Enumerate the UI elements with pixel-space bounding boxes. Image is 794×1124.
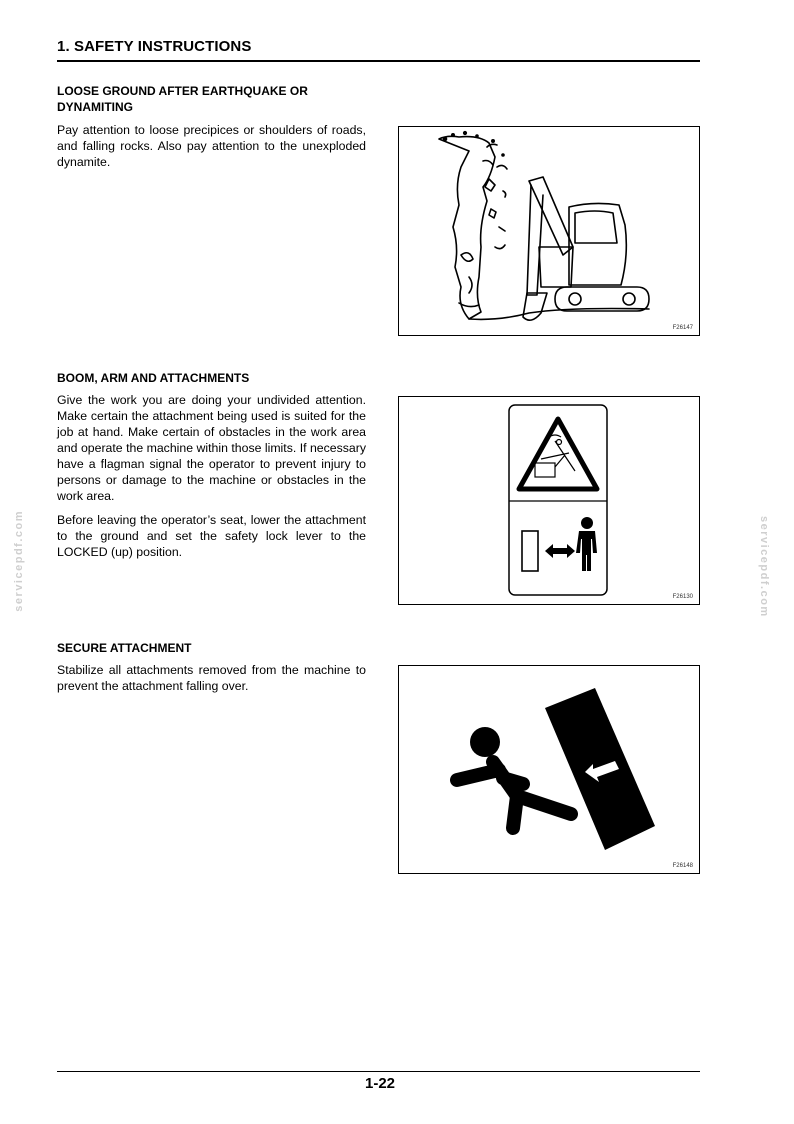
figure-boom-arm: [398, 396, 700, 605]
section-title-boom-arm: BOOM, ARM AND ATTACHMENTS: [57, 371, 250, 385]
section-text-secure-attachment: Stabilize all attachments removed from the machine to prevent the attachment falling over.: [57, 663, 366, 693]
section-title-secure-attachment: SECURE ATTACHMENT: [57, 641, 192, 655]
section-text-boom-arm-2: Before leaving the operator’s seat, lower the attachment to the ground and set the safety lock lever to the LOCKED (up) position.: [57, 513, 366, 559]
crush-hazard-warning-label: [399, 397, 699, 604]
watermark-right: servicepdf.com: [758, 516, 770, 618]
excavator-falling-rocks-illustration: [399, 127, 699, 335]
figure-code: F26148: [672, 863, 693, 869]
figure-secure-attachment: [398, 665, 700, 874]
figure-loose-ground: [398, 126, 700, 336]
falling-attachment-pictogram: [399, 666, 699, 873]
page-number: 1-22: [364, 1075, 396, 1092]
figure-code: F26147: [672, 325, 693, 331]
header-rule: [57, 60, 700, 62]
section-title-loose-ground: LOOSE GROUND AFTER EARTHQUAKE OR DYNAMITING: [57, 84, 308, 114]
footer-rule: [57, 1071, 700, 1072]
section-text-boom-arm-1: Give the work you are doing your undivided attention. Make certain the attachment being used is suited for the job at hand. Make certain of obstacles in the work area and operate the machine within those limits. If necessary have a flagman signal the operator to prevent injury to persons or damage to the machine or obstacles in the work area.: [57, 393, 366, 503]
figure-code: F26130: [672, 594, 693, 600]
page-title: 1. SAFETY INSTRUCTIONS: [57, 38, 252, 55]
section-text-loose-ground: Pay attention to loose precipices or shoulders of roads, and falling rocks. Also pay attention to the unexploded dynamite.: [57, 123, 366, 169]
watermark-left: servicepdf.com: [13, 510, 25, 612]
